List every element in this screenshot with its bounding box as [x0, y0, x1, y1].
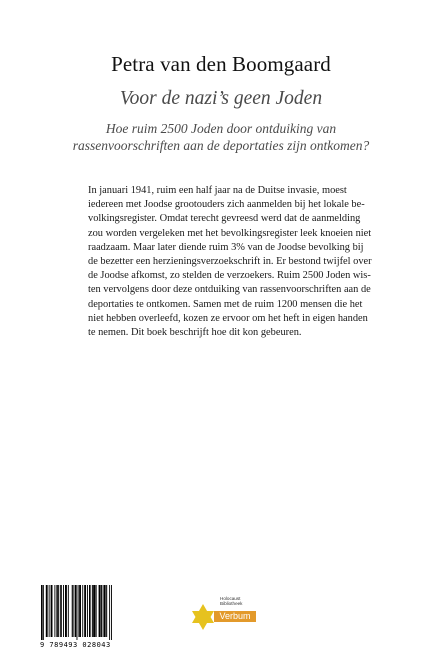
publisher-logo [188, 596, 272, 636]
publisher-name: Verbum [214, 611, 256, 622]
barcode-bar [43, 585, 44, 640]
isbn-barcode [40, 585, 114, 649]
blurb-line: ten vervolgens door deze ontduiking van rassenvoorschriften aan de [88, 284, 371, 296]
barcode-bar [58, 585, 59, 637]
blurb-text [88, 184, 372, 340]
barcode-bar [54, 585, 55, 637]
publisher-series-label [220, 596, 242, 606]
barcode-number: 9 789493 028043 [40, 641, 111, 649]
barcode-bar [52, 585, 53, 637]
barcode-bar [103, 585, 105, 637]
blurb-line: deportaties te ontkomen. Samen met de ruim 1200 mensen die het [88, 298, 363, 310]
barcode-bar [99, 585, 101, 637]
barcode-bar [96, 585, 97, 637]
series-label-line: Bibliotheek [220, 601, 243, 606]
barcode-bar [68, 585, 69, 637]
blurb-line: volkingsregister. Omdat terecht gevreesd werd dat de aanmelding [88, 213, 361, 225]
barcode-bar [66, 585, 67, 637]
barcode-bar [57, 585, 58, 637]
barcode-bar [105, 585, 106, 637]
barcode-bar [109, 585, 110, 640]
barcode-bar [94, 585, 96, 637]
series-label-line: Holocaust [220, 596, 241, 601]
barcode-bar [47, 585, 48, 637]
book-title: Voor de nazi’s geen Joden [119, 88, 323, 109]
book-subtitle [40, 120, 402, 154]
barcode-bar [72, 585, 73, 637]
barcode-bar [56, 585, 57, 637]
blurb-line: de Joodse afkomst, zo stelden de verzoekers. Ruim 2500 Joden wis- [88, 270, 371, 282]
blurb-line: In januari 1941, ruim een half jaar na de Duitse invasie, moest [88, 185, 347, 196]
barcode-bar [63, 585, 64, 637]
blurb-line: niet hebben overleefd, kozen ze ervoor om het heft in eigen handen [88, 312, 368, 324]
barcode-bar [93, 585, 94, 637]
barcode-bar [85, 585, 86, 637]
barcode-bar [78, 585, 79, 637]
author-name: Petra van den Boomgaard [111, 52, 331, 76]
barcode-icon [40, 585, 114, 641]
blurb-line: raadzaam. Maar later diende ruim 3% van de Joodse bevolking bij [88, 241, 364, 253]
blurb-line: te nemen. Dit boek beschrijft hoe dit kon gebeuren. [88, 327, 302, 339]
barcode-bar [73, 585, 74, 637]
barcode-bar [106, 585, 107, 637]
barcode-bar [101, 585, 102, 637]
blurb-line: zou worden vergeleken met het bevolkingsregister leek knoeien niet [88, 227, 372, 239]
barcode-bar [60, 585, 62, 637]
barcode-bar [92, 585, 93, 637]
blurb-line: iedereen met Joodse grootouders zich aanmelden bij het lokale be- [88, 199, 365, 211]
barcode-bar [75, 585, 77, 637]
barcode-bar [79, 585, 81, 637]
barcode-bar [89, 585, 91, 637]
barcode-bar [82, 585, 83, 637]
barcode-bar [49, 585, 50, 637]
barcode-bar [111, 585, 112, 640]
barcode-bar [101, 585, 102, 637]
subtitle-line: Hoe ruim 2500 Joden door ontduiking van [105, 121, 337, 136]
barcode-bar [77, 585, 78, 640]
barcode-bar [41, 585, 43, 640]
subtitle-line: rassenvoorschriften aan de deportaties zijn ontkomen? [72, 138, 370, 153]
barcode-bar [87, 585, 88, 637]
blurb-line: de bezetter een herzieningsverzoekschrift in. Er bestond twijfel over [88, 256, 372, 268]
